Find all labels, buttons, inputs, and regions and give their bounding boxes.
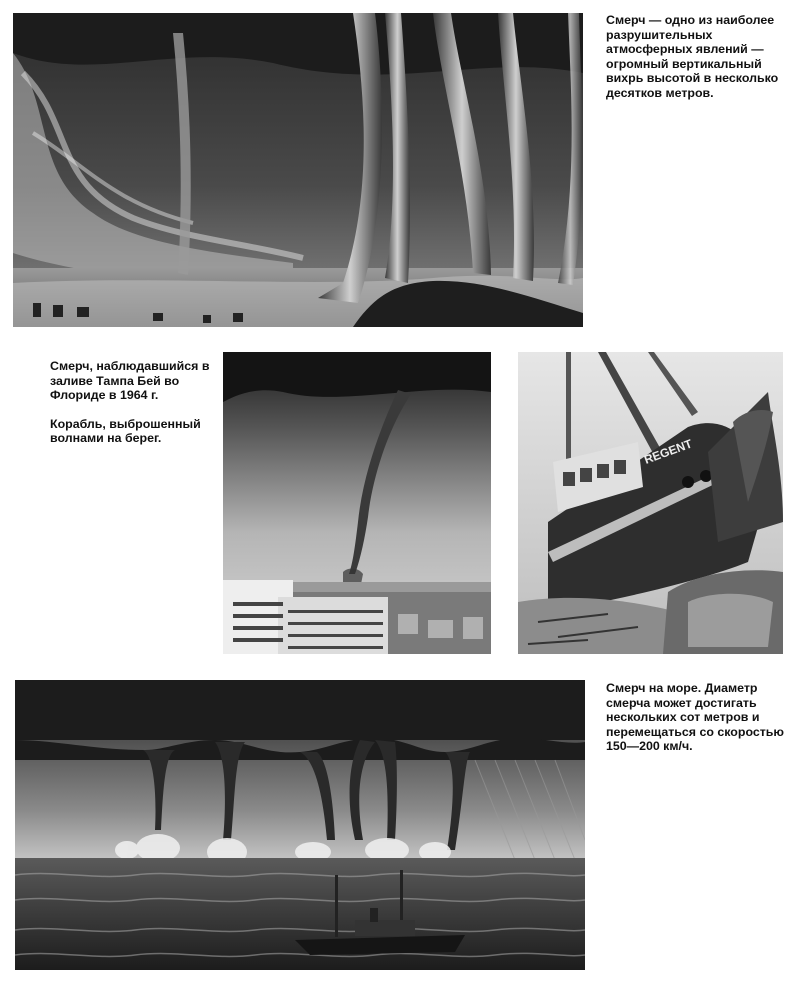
tornadoes-painting — [13, 13, 583, 327]
sea-waterspouts-painting — [15, 680, 585, 970]
tampa-bay-tornado-photo — [223, 352, 491, 654]
ship-ashore-photo — [518, 352, 783, 654]
caption-tornado-intro-text: Смерч — одно из наиболее разрушительных атмосферных явлений — огромный вертикальный вихрь высотой в несколько десятков метров. — [606, 13, 779, 100]
sea-waterspouts-art — [15, 680, 585, 970]
caption-ship-ashore-text: Корабль, выброшенный волнами на берег. — [50, 416, 201, 446]
caption-sea-waterspouts — [606, 681, 788, 754]
ship-ashore-art — [518, 352, 783, 654]
caption-gap — [50, 403, 210, 417]
caption-tampa-bay-text: Смерч, наблюдавшийся в заливе Тампа Бей во Флориде в 1964 г. — [50, 359, 210, 403]
ship-name-label: REGENT — [642, 436, 695, 467]
tampa-bay-tornado-art — [223, 352, 491, 654]
caption-middle-left — [50, 359, 210, 446]
caption-tornado-intro — [606, 13, 786, 101]
tornadoes-painting-art — [13, 13, 583, 327]
caption-sea-waterspouts-text: Смерч на море. Диаметр смерча может достигать нескольких сот метров и перемещаться со скоростью 150—200 км/ч. — [606, 681, 785, 754]
